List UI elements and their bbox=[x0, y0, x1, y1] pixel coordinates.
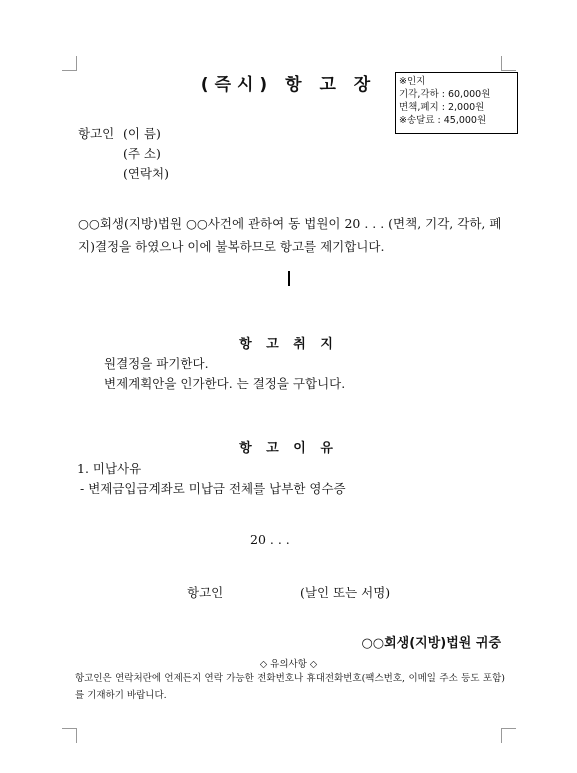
purpose-line-2: 변제계획안을 인가한다. 는 결정을 구합니다. bbox=[104, 376, 346, 391]
fee-box-line-1: 기각,각하 : 60,000원 bbox=[399, 89, 491, 100]
signature-seal: (날인 또는 서명) bbox=[300, 585, 391, 600]
appellant-contact-field: (연락처) bbox=[123, 166, 169, 181]
text-cursor bbox=[288, 271, 290, 286]
crop-mark-top-right bbox=[501, 56, 516, 71]
document-title: (즉시) 항 고 장 bbox=[200, 75, 377, 95]
notice-text: 항고인은 연락처란에 언제든지 연락 가능한 전화번호나 휴대전화번호(팩스번호, 이메일 주소 등도 포함)를 기재하기 바랍니다. bbox=[75, 673, 505, 701]
fee-box bbox=[395, 72, 518, 134]
reason-item-2: - 변제금입금계좌로 미납금 전체를 납부한 영수증 bbox=[80, 481, 346, 496]
reason-item-1: 1. 미납사유 bbox=[77, 461, 142, 476]
purpose-heading: 항 고 취 지 bbox=[239, 337, 338, 352]
fee-box-header: ※인지 bbox=[399, 76, 426, 87]
crop-mark-bottom-left bbox=[62, 728, 77, 743]
appellant-label: 항고인 bbox=[78, 126, 115, 141]
purpose-line-1: 원결정을 파기한다. bbox=[104, 356, 209, 371]
date-line: 20 . . . bbox=[250, 532, 290, 547]
signature-label: 항고인 bbox=[187, 585, 224, 600]
crop-mark-bottom-right bbox=[501, 728, 516, 743]
fee-box-line-3: ※송달료 : 45,000원 bbox=[399, 115, 487, 126]
appeal-statement: ○○회생(지방)법원 ○○사건에 관하여 동 법원이 20 . . . (면책, 기각, 각하, 폐지)결정을 하였으나 이에 불복하므로 항고를 제기합니다. bbox=[78, 216, 502, 254]
fee-box-line-2: 면책,폐지 : 2,000원 bbox=[399, 102, 485, 113]
appellant-name-field: (이 름) bbox=[123, 126, 161, 141]
reason-heading: 항 고 이 유 bbox=[239, 441, 338, 456]
appellant-address-field: (주 소) bbox=[123, 146, 161, 161]
crop-mark-top-left bbox=[62, 56, 77, 71]
court-addressee: ○○회생(지방)법원 귀중 bbox=[361, 636, 501, 651]
notice-title: ◇ 유의사항 ◇ bbox=[259, 659, 318, 670]
